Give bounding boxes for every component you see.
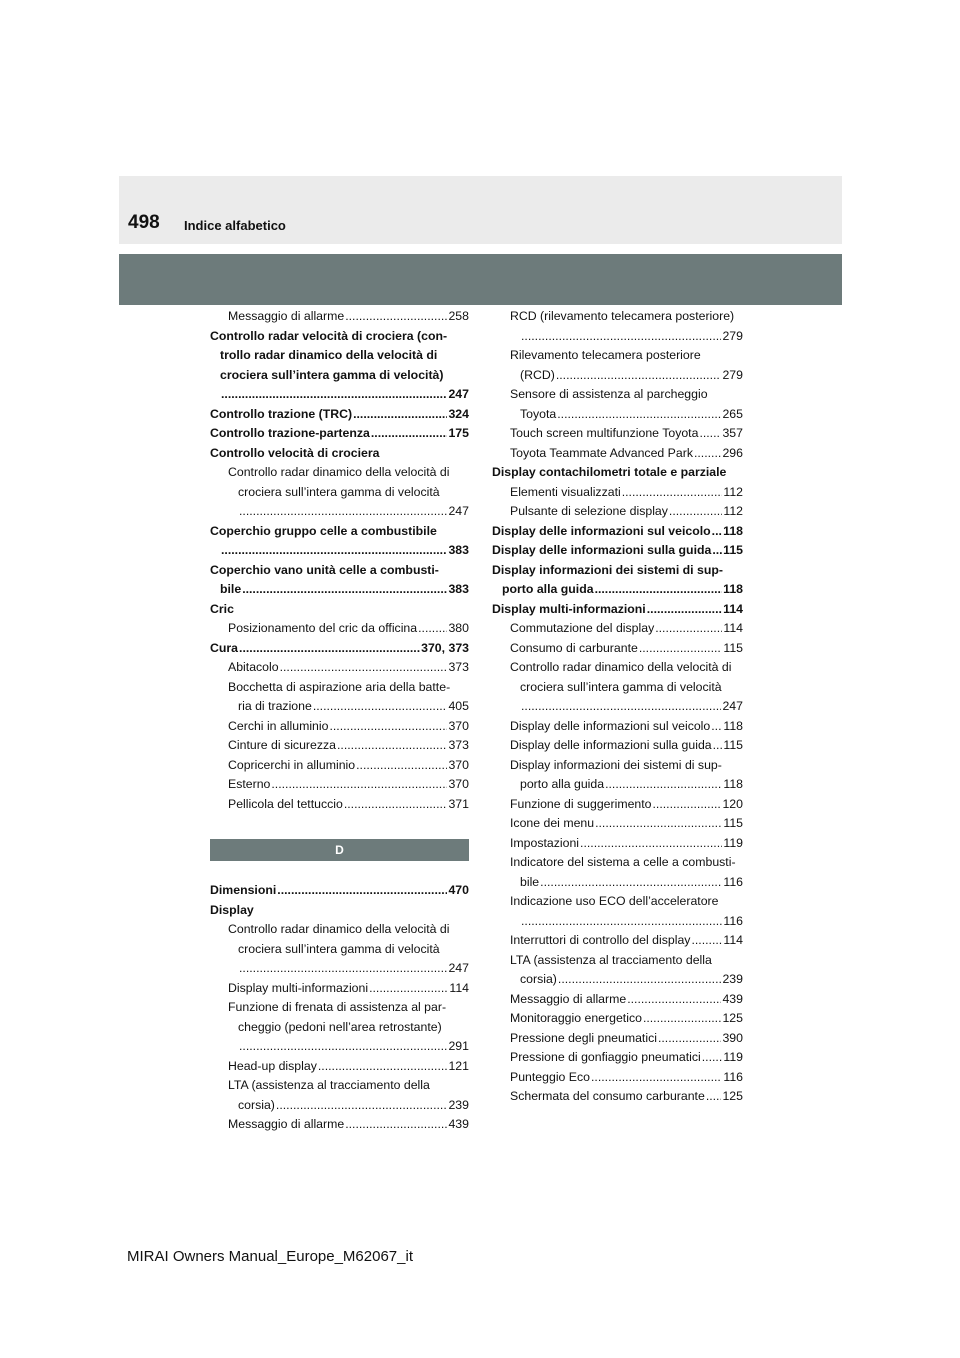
- page-reference: 112: [723, 504, 743, 518]
- page-reference: 265: [722, 406, 743, 421]
- dot-leader: [702, 1048, 723, 1068]
- index-entry: Coperchio gruppo celle a combustibile: [210, 523, 437, 538]
- index-entry: [210, 881, 469, 901]
- index-subentry: [210, 717, 469, 737]
- dot-leader: [418, 619, 447, 639]
- dot-leader: [595, 814, 722, 834]
- page-reference: 118: [723, 718, 743, 733]
- entry-text: ria di trazione: [238, 699, 312, 713]
- page-reference: 291: [448, 1039, 469, 1053]
- dot-leader: [271, 775, 447, 795]
- page-reference: 119: [723, 1050, 743, 1064]
- dot-leader: [239, 959, 447, 979]
- index-subentry: [492, 327, 743, 347]
- page-reference: 125: [722, 1089, 743, 1103]
- dot-leader: [699, 424, 721, 444]
- entry-text: Touch screen multifunzione Toyota: [510, 426, 699, 440]
- entry-text: Pressione di gonfiaggio pneumatici: [510, 1050, 701, 1064]
- index-subentry: [492, 1068, 743, 1088]
- page-reference: 118: [723, 582, 743, 596]
- dot-leader: [627, 990, 721, 1010]
- dot-leader: [280, 658, 448, 678]
- entry-text: porto alla guida: [502, 582, 594, 596]
- page-reference: 370, 373: [421, 640, 469, 655]
- dot-leader: [653, 795, 722, 815]
- index-subentry: crociera sull’intera gamma di velocità: [238, 484, 440, 499]
- entry-text: Pressione degli pneumatici: [510, 1030, 657, 1045]
- index-subentry: Bocchetta di aspirazione aria della batte-: [228, 679, 451, 694]
- dot-leader: [711, 717, 722, 737]
- index-subentry: [492, 1048, 743, 1068]
- dot-leader: [221, 541, 447, 561]
- page-reference: 115: [723, 816, 743, 830]
- dot-leader: [239, 1037, 447, 1057]
- index-subentry: [492, 834, 743, 854]
- page-reference: 119: [723, 835, 743, 850]
- dot-leader: [345, 1115, 447, 1135]
- index-column-left: [210, 307, 469, 1135]
- dot-leader: [521, 912, 722, 932]
- page-reference: 120: [722, 796, 743, 811]
- page-reference: 116: [723, 913, 743, 928]
- dot-leader: [521, 697, 721, 717]
- index-subentry: [210, 959, 469, 979]
- entry-text: Messaggio di allarme: [228, 1117, 345, 1131]
- page-reference: 370: [448, 718, 469, 733]
- entry-text: Abitacolo: [228, 660, 279, 674]
- entry-text: corsia): [238, 1097, 275, 1112]
- index-subentry: [492, 483, 743, 503]
- index-subentry: Indicatore del sistema a celle a combusti-: [510, 855, 736, 869]
- dot-leader: [344, 795, 448, 815]
- entry-text: Cura: [210, 640, 239, 655]
- index-subentry: [492, 502, 743, 522]
- index-subentry: RCD (rilevamento telecamera posteriore): [510, 309, 735, 323]
- index-subentry: [210, 1096, 469, 1116]
- index-subentry: Controllo radar dinamico della velocità di: [510, 660, 732, 674]
- dot-leader: [556, 366, 722, 386]
- entry-text: Esterno: [228, 777, 271, 791]
- footer-document-id: MIRAI Owners Manual_Europe_M62067_it: [127, 1248, 413, 1265]
- page-reference: 114: [723, 601, 743, 616]
- dot-leader: [580, 834, 722, 854]
- entry-text: Toyota: [520, 406, 557, 421]
- index-entry: [210, 424, 469, 444]
- section-title: Indice alfabetico: [184, 218, 286, 233]
- page-reference: 470: [448, 883, 469, 897]
- dot-leader: [713, 736, 723, 756]
- page-reference: 247: [448, 504, 469, 518]
- entry-text: Messaggio di allarme: [228, 309, 345, 323]
- page-reference: 357: [722, 426, 743, 440]
- index-subentry: [492, 1087, 743, 1107]
- dot-leader: [706, 1087, 722, 1107]
- entry-text: Toyota Teammate Advanced Park: [510, 445, 693, 460]
- header-band: [119, 176, 842, 244]
- page-reference: 439: [722, 991, 743, 1006]
- entry-text: Elementi visualizzati: [510, 484, 621, 499]
- index-subentry: [492, 366, 743, 386]
- dot-leader: [558, 970, 722, 990]
- dot-leader: [521, 327, 721, 347]
- page-reference: 239: [448, 1097, 469, 1112]
- entry-text: porto alla guida: [520, 777, 605, 791]
- index-entry: [210, 385, 469, 405]
- dot-leader: [345, 307, 447, 327]
- index-entry: crociera sull’intera gamma di velocità): [220, 367, 444, 382]
- page-reference: 175: [448, 426, 469, 440]
- page-reference: 279: [722, 367, 743, 382]
- index-subentry: LTA (assistenza al tracciamento della: [510, 952, 712, 967]
- index-subentry: Rilevamento telecamera posteriore: [510, 348, 701, 362]
- index-subentry: [492, 814, 743, 834]
- index-entry: Cric: [210, 601, 234, 616]
- entry-text: Impostazioni: [510, 835, 580, 850]
- dot-leader: [369, 979, 448, 999]
- page-reference: 125: [722, 1011, 743, 1025]
- index-subentry: [492, 1009, 743, 1029]
- page-reference: 279: [722, 328, 743, 343]
- index-subentry: [492, 405, 743, 425]
- dot-leader: [557, 405, 721, 425]
- dot-leader: [356, 756, 447, 776]
- page-reference: 116: [723, 874, 743, 889]
- entry-text: corsia): [520, 972, 557, 986]
- page-reference: 296: [722, 445, 743, 460]
- entry-text: Dimensioni: [210, 883, 277, 897]
- index-entry: trollo radar dinamico della velocità di: [220, 348, 438, 362]
- index-entry: Display: [210, 902, 254, 917]
- index-subentry: crociera sull’intera gamma di velocità: [238, 941, 440, 956]
- dot-leader: [605, 775, 722, 795]
- dot-leader: [242, 580, 447, 600]
- page-reference: 247: [448, 387, 469, 401]
- index-subentry: [210, 979, 469, 999]
- entry-text: (RCD): [520, 367, 555, 382]
- page-reference: 373: [448, 738, 469, 752]
- index-entry: Display contachilometri totale e parziale: [492, 465, 727, 479]
- index-subentry: [210, 795, 469, 815]
- index-subentry: [210, 658, 469, 678]
- section-letter-band: D: [210, 839, 469, 861]
- index-subentry: [492, 795, 743, 815]
- index-subentry: [210, 307, 469, 327]
- index-subentry: [492, 775, 743, 795]
- dot-leader: [353, 405, 447, 425]
- page-reference: 324: [448, 406, 469, 421]
- page-number: 498: [128, 212, 160, 233]
- dot-leader: [643, 1009, 722, 1029]
- page-reference: 371: [448, 796, 469, 811]
- entry-text: Messaggio di allarme: [510, 991, 627, 1006]
- entry-text: Display delle informazioni sulla guida: [510, 738, 712, 752]
- entry-text: Posizionamento del cric da officina: [228, 621, 418, 635]
- index-entry: [210, 405, 469, 425]
- index-subentry: cheggio (pedoni nell’area retrostante): [238, 1019, 442, 1034]
- page-reference: 247: [722, 699, 743, 713]
- page-reference: 370: [448, 757, 469, 772]
- index-entry: [210, 541, 469, 561]
- entry-text: Display multi-informazioni: [492, 601, 646, 616]
- dot-leader: [277, 881, 447, 901]
- index-subentry: [492, 912, 743, 932]
- index-subentry: LTA (assistenza al tracciamento della: [228, 1078, 430, 1092]
- dot-leader: [712, 541, 722, 561]
- entry-text: Pellicola del tettuccio: [228, 796, 343, 811]
- dot-leader: [691, 931, 722, 951]
- page-reference: 114: [449, 980, 469, 995]
- entry-text: Controllo trazione-partenza: [210, 426, 370, 440]
- index-entry: [210, 580, 469, 600]
- index-entry: [210, 639, 469, 659]
- page-reference: 383: [448, 543, 469, 557]
- index-entry: Coperchio vano unità celle a combusti-: [210, 562, 439, 577]
- dot-leader: [313, 697, 448, 717]
- page-reference: 114: [723, 621, 743, 635]
- dot-leader: [239, 639, 420, 659]
- index-subentry: [492, 990, 743, 1010]
- dot-leader: [591, 1068, 722, 1088]
- index-entry: [492, 541, 743, 561]
- index-subentry: [492, 1029, 743, 1049]
- index-subentry: Display informazioni dei sistemi di sup-: [510, 757, 722, 772]
- entry-text: Interruttori di controllo del display: [510, 933, 691, 947]
- index-subentry: [210, 756, 469, 776]
- index-subentry: [492, 873, 743, 893]
- index-subentry: crociera sull’intera gamma di velocità: [520, 679, 722, 694]
- entry-text: Consumo di carburante: [510, 640, 638, 655]
- index-entry: [492, 580, 743, 600]
- index-subentry: [492, 424, 743, 444]
- index-entry: [492, 522, 743, 542]
- page-reference: 115: [723, 640, 743, 655]
- index-subentry: [492, 736, 743, 756]
- entry-text: Funzione di suggerimento: [510, 796, 652, 811]
- page-reference: 116: [723, 1069, 743, 1084]
- entry-text: Cerchi in alluminio: [228, 718, 329, 733]
- page-reference: 121: [448, 1058, 469, 1073]
- entry-text: Schermata del consumo carburante: [510, 1089, 705, 1103]
- entry-text: Display delle informazioni sul veicolo: [510, 718, 711, 733]
- dot-leader: [221, 385, 447, 405]
- entry-text: Display delle informazioni sul veicolo: [492, 523, 711, 538]
- page-reference: 115: [723, 543, 743, 557]
- dot-leader: [239, 502, 447, 522]
- entry-text: Punteggio Eco: [510, 1069, 590, 1084]
- page-reference: 258: [448, 309, 469, 323]
- dot-leader: [329, 717, 447, 737]
- index-subentry: [492, 619, 743, 639]
- dot-leader: [371, 424, 448, 444]
- index-subentry: [210, 775, 469, 795]
- page-reference: 247: [448, 961, 469, 975]
- index-entry: Controllo radar velocità di crociera (con-: [210, 328, 448, 343]
- entry-text: bile: [220, 582, 242, 596]
- dot-leader: [647, 600, 722, 620]
- dot-leader: [694, 444, 722, 464]
- entry-text: bile: [520, 874, 540, 889]
- dot-leader: [595, 580, 723, 600]
- index-subentry: [210, 736, 469, 756]
- page-reference: 370: [448, 777, 469, 791]
- index-subentry: [210, 502, 469, 522]
- index-entry: Display informazioni dei sistemi di sup-: [492, 562, 723, 577]
- index-subentry: Controllo radar dinamico della velocità di: [228, 465, 450, 479]
- index-subentry: [492, 444, 743, 464]
- entry-text: Cinture di sicurezza: [228, 738, 336, 752]
- entry-text: Display multi-informazioni: [228, 980, 369, 995]
- index-subentry: [210, 1037, 469, 1057]
- page-reference: 115: [723, 738, 743, 752]
- page-reference: 118: [723, 523, 743, 538]
- entry-text: Pulsante di selezione display: [510, 504, 668, 518]
- page-reference: 112: [723, 484, 743, 499]
- page-reference: 390: [722, 1030, 743, 1045]
- page-reference: 239: [722, 972, 743, 986]
- dot-leader: [540, 873, 722, 893]
- entry-text: Commutazione del display: [510, 621, 655, 635]
- index-subentry: [492, 931, 743, 951]
- index-subentry: Funzione di frenata di assistenza al par-: [228, 1000, 447, 1014]
- index-subentry: [210, 619, 469, 639]
- page-reference: 380: [448, 621, 469, 635]
- index-subentry: [492, 697, 743, 717]
- entry-text: Head-up display: [228, 1058, 317, 1073]
- dot-leader: [639, 639, 723, 659]
- dot-leader: [337, 736, 447, 756]
- dot-leader: [658, 1029, 722, 1049]
- index-entry: Controllo velocità di crociera: [210, 445, 380, 460]
- index-subentry: Sensore di assistenza al parcheggio: [510, 387, 708, 401]
- dot-leader: [276, 1096, 448, 1116]
- dot-leader: [669, 502, 722, 522]
- index-subentry: [210, 1057, 469, 1077]
- index-entry: [492, 600, 743, 620]
- index-subentry: Controllo radar dinamico della velocità di: [228, 922, 450, 936]
- index-subentry: [210, 697, 469, 717]
- index-column-right: [492, 307, 743, 1107]
- dot-leader: [655, 619, 722, 639]
- entry-text: Monitoraggio energetico: [510, 1011, 642, 1025]
- page-reference: 405: [448, 699, 469, 713]
- dot-leader: [712, 522, 722, 542]
- entry-text: Icone dei menu: [510, 816, 595, 830]
- dot-leader: [622, 483, 723, 503]
- dot-leader: [318, 1057, 448, 1077]
- header-divider-band: [119, 254, 842, 305]
- index-subentry: Indicazione uso ECO dell’acceleratore: [510, 894, 719, 908]
- index-subentry: [492, 970, 743, 990]
- entry-text: Display delle informazioni sulla guida: [492, 543, 712, 557]
- entry-text: Controllo trazione (TRC): [210, 406, 353, 421]
- page-reference: 439: [448, 1117, 469, 1131]
- page-reference: 383: [448, 582, 469, 596]
- page-reference: 114: [723, 933, 743, 947]
- index-subentry: [492, 639, 743, 659]
- index-subentry: [210, 1115, 469, 1135]
- page-reference: 118: [723, 777, 743, 791]
- entry-text: Copricerchi in alluminio: [228, 757, 356, 772]
- page-reference: 373: [448, 660, 469, 674]
- index-subentry: [492, 717, 743, 737]
